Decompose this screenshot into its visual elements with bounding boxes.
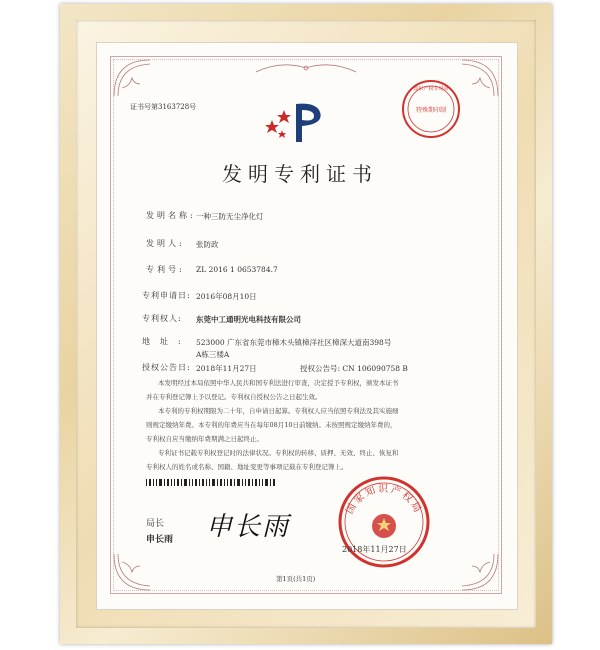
patent-office-logo: [262, 98, 330, 148]
corner-ornament-top-left: [112, 58, 172, 98]
director-signature: 申长雨: [206, 512, 291, 542]
field-value-address-line2: A栋三楼A: [196, 350, 230, 359]
publication-number: 授权公告号: CN 106090758 B: [300, 364, 408, 373]
official-seal: [336, 474, 432, 570]
corner-ornament-bottom-right: [440, 552, 500, 592]
field-value-filing-date: 2016年08月10日: [196, 292, 257, 301]
director-name: 申长雨: [146, 535, 174, 545]
certificate-title: 发明专利证书: [222, 162, 378, 186]
field-label-grant-date: 授权公告日:: [142, 363, 191, 372]
stamp-top-text: 知识产权专用章: [413, 86, 449, 92]
field-label-filing-date: 专利申请日:: [142, 291, 191, 300]
field-value-grant-date: 2018年11月27日: [196, 364, 257, 373]
body-line-6: 专利证书记载专利权登记时的法律状况。专利权的转移、质押、无效、终止、恢复和: [158, 449, 399, 457]
field-label-invention-name: 发明名称:: [146, 211, 196, 220]
field-value-invention-name: 一种三防无尘净化灯: [196, 212, 264, 221]
seal-date: 2018年11月27日: [342, 545, 407, 554]
field-label-inventor: 发明人:: [146, 239, 185, 248]
director-title: 局长: [146, 519, 165, 529]
top-ornament: [256, 60, 356, 76]
body-line-7: 专利权人的姓名或名称、国籍、地址变更等事项记载在专利登记簿上。: [146, 463, 348, 471]
body-line-2: 并在专利登记簿上予以登记。专利权自授权公告之日起生效。: [146, 393, 322, 401]
corner-ornament-bottom-left: [112, 552, 172, 592]
body-line-1: 本发明经过本局依照中华人民共和国专利法进行审查，决定授予专利权，颁发本证书: [158, 379, 399, 387]
body-line-3: 本专利的专利权期限为二十年，自申请日起算。专利权人应当依照专利法及其实施细: [158, 407, 399, 415]
page-footer: 第1页(共1页): [276, 575, 316, 583]
field-value-inventor: 张防政: [196, 240, 219, 249]
seal-text: 国家知识产权局: [344, 484, 424, 517]
stamp-inner-text: 特殊期印制: [415, 107, 447, 114]
body-line-5: 专利权自应当缴纳年费期满之日起终止。: [146, 435, 263, 443]
field-label-patentee: 专利权人:: [142, 314, 182, 323]
field-label-address: 地址:: [142, 337, 191, 346]
field-label-patent-number: 专利号:: [146, 265, 185, 274]
field-value-address: 523000 广东省东莞市樟木头镇樟洋社区樟深大道南398号: [196, 338, 392, 347]
field-value-patentee: 东莞中工通明光电科技有限公司: [196, 315, 301, 324]
body-line-4: 则规定缴纳年费。本专利的年费应当在每年08月10日前缴纳。未按照规定缴纳年费的，: [146, 421, 397, 429]
barcode: [146, 479, 276, 486]
special-stamp: [400, 78, 462, 140]
field-value-patent-number: ZL 2016 1 0653784.7: [196, 265, 278, 274]
certificate-number: 证书号第3163728号: [130, 103, 197, 111]
